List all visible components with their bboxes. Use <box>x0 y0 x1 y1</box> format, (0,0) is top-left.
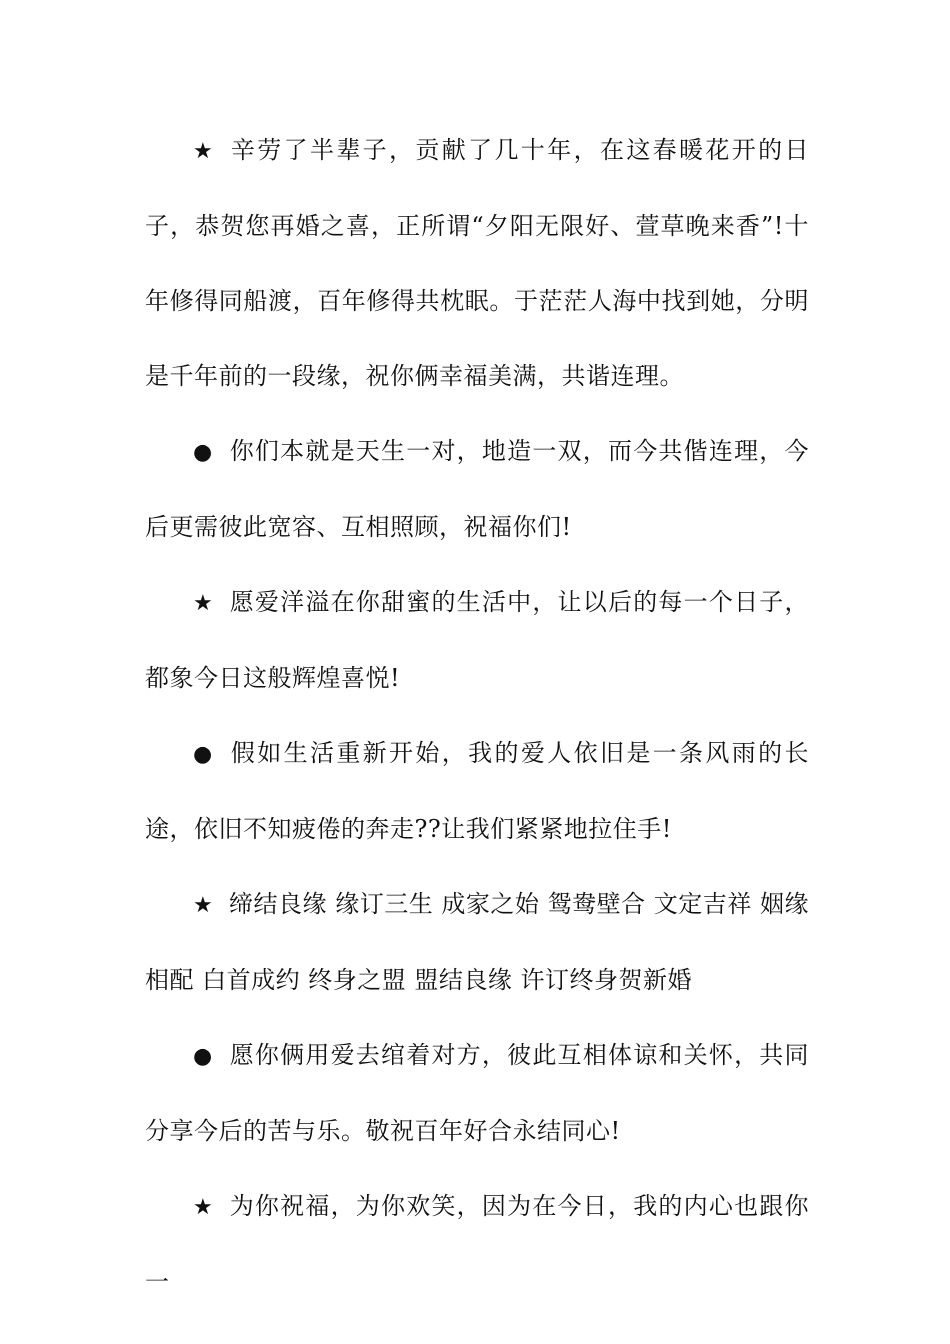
paragraph-4 <box>145 716 809 867</box>
star-bullet-icon: ★ <box>193 139 214 164</box>
paragraph-text: 假如生活重新开始，我的爱人依旧是一条风雨的长途，依旧不知疲倦的奔走??让我们紧紧地拉住手! <box>145 739 809 843</box>
paragraph-text: 辛劳了半辈子，贡献了几十年，在这春暖花开的日子，恭贺您再婚之喜，正所谓“夕阳无限好、萱草晚来香”!十年修得同船渡，百年修得共枕眠。于茫茫人海中找到她，分明是千年前的一段缘，祝你俩幸福美满，共谐连理。 <box>145 136 809 390</box>
paragraph-text: 你们本就是天生一对，地造一双，而今共偕连理，今后更需彼此宽容、互相照顾，祝福你们! <box>145 437 809 541</box>
paragraph-2 <box>145 414 809 565</box>
paragraph-text: 愿爱洋溢在你甜蜜的生活中，让以后的每一个日子，都象今日这般辉煌喜悦! <box>145 588 809 692</box>
paragraph-3 <box>145 565 809 716</box>
paragraph-7 <box>145 1169 809 1320</box>
paragraph-1 <box>145 113 809 414</box>
dot-bullet-icon: ● <box>193 1044 213 1069</box>
star-bullet-icon: ★ <box>193 591 214 616</box>
paragraph-text: 为你祝福，为你欢笑，因为在今日，我的内心也跟你一 <box>145 1192 809 1296</box>
paragraph-text: 缔结良缘 缘订三生 成家之始 鸳鸯壁合 文定吉祥 姻缘相配 白首成约 终身之盟 盟结良缘 许订终身贺新婚 <box>145 890 809 994</box>
paragraph-5 <box>145 867 809 1018</box>
paragraph-text: 愿你俩用爱去绾着对方，彼此互相体谅和关怀，共同分享今后的苦与乐。敬祝百年好合永结同心! <box>145 1041 809 1145</box>
paragraph-6 <box>145 1018 809 1169</box>
dot-bullet-icon: ● <box>193 742 213 767</box>
star-bullet-icon: ★ <box>193 893 214 918</box>
document-body <box>145 113 809 1320</box>
dot-bullet-icon: ● <box>193 440 213 465</box>
star-bullet-icon: ★ <box>193 1195 214 1220</box>
